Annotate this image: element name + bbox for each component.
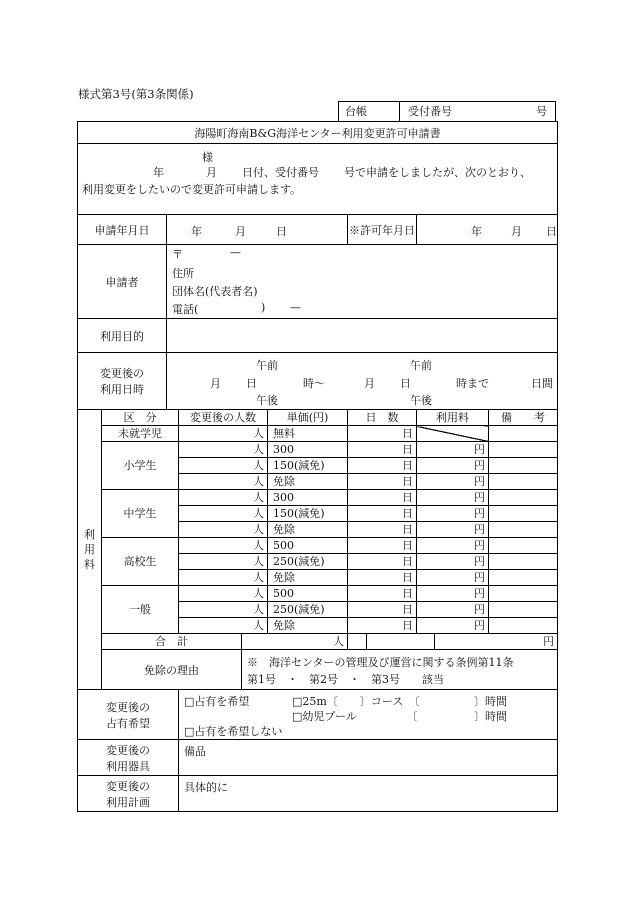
fee-cell[interactable]: 円 [417, 490, 489, 506]
category-high-school: 高校生 [102, 538, 179, 586]
remarks-cell[interactable] [489, 618, 558, 634]
datetime-label-2: 利用日時 [100, 383, 144, 396]
header-price: 単価(円) [268, 410, 348, 426]
phone-label: 電話( [172, 303, 199, 316]
people-cell[interactable]: 人 [179, 586, 268, 602]
phone-close: ) [261, 301, 266, 314]
header-fee: 利用料 [417, 410, 489, 426]
people-cell[interactable]: 人 [179, 474, 268, 490]
end-pm: 午後 [410, 394, 432, 407]
days-cell[interactable]: 日 [348, 522, 417, 538]
purpose-label: 利用目的 [78, 319, 167, 353]
people-cell[interactable]: 人 [179, 522, 268, 538]
category-elementary: 小学生 [102, 442, 179, 490]
ledger-label: 台帳 [339, 102, 400, 121]
postal-dash: — [230, 246, 241, 259]
total-people-cell[interactable]: 人 [242, 634, 348, 650]
app-month: 月 [235, 225, 246, 238]
remarks-cell[interactable] [489, 474, 558, 490]
organization-label: 団体名(代表者名) [172, 285, 258, 298]
applicant-label: 申請者 [78, 245, 167, 319]
price-cell: 免除 [268, 618, 348, 634]
people-cell[interactable]: 人 [179, 618, 268, 634]
total-days-cell [367, 634, 435, 650]
fee-side-char-2: 用 [84, 543, 95, 556]
days-cell[interactable]: 日 [348, 474, 417, 490]
category-general: 一般 [102, 586, 179, 634]
equipment-field[interactable] [179, 740, 558, 776]
remarks-cell[interactable] [489, 458, 558, 474]
fee-cell[interactable]: 円 [417, 602, 489, 618]
people-cell[interactable]: 人 [179, 458, 268, 474]
category-preschool: 未就学児 [102, 426, 179, 442]
header-people: 変更後の人数 [179, 410, 268, 426]
remarks-cell[interactable] [489, 570, 558, 586]
fee-side-char-1: 利 [84, 528, 95, 541]
remarks-cell[interactable] [489, 426, 558, 442]
app-year: 年 [191, 225, 202, 238]
intro-year: 年 [153, 166, 164, 179]
days-cell[interactable]: 日 [348, 618, 417, 634]
permit-day: 日 [546, 225, 557, 238]
price-cell: 500 [268, 586, 348, 602]
app-day: 日 [276, 225, 287, 238]
plan-field[interactable] [179, 776, 558, 812]
price-cell: 免除 [268, 570, 348, 586]
end-am: 午前 [410, 359, 432, 372]
price-cell: 150(減免) [268, 458, 348, 474]
addressee-suffix: 様 [202, 151, 213, 164]
fee-cell[interactable]: 円 [417, 522, 489, 538]
reception-number-field[interactable] [400, 102, 555, 121]
number-suffix: 号 [536, 105, 547, 118]
application-form [77, 121, 558, 812]
table-row [78, 490, 558, 506]
form-title: 海陽町海南B&G海洋センター利用変更許可申請書 [78, 122, 558, 144]
fee-cell[interactable]: 円 [417, 570, 489, 586]
days-cell[interactable]: 日 [348, 442, 417, 458]
days-cell[interactable]: 日 [348, 538, 417, 554]
phone-dash: — [290, 301, 301, 314]
occupancy-label [78, 690, 179, 740]
days-cell[interactable]: 日 [348, 554, 417, 570]
total-row [78, 634, 558, 650]
fee-cell-na [417, 426, 489, 442]
people-cell[interactable]: 人 [179, 442, 268, 458]
category-junior-high: 中学生 [102, 490, 179, 538]
price-cell: 150(減免) [268, 506, 348, 522]
people-cell[interactable]: 人 [179, 570, 268, 586]
permit-date-field[interactable] [417, 215, 558, 245]
permit-year: 年 [471, 225, 482, 238]
fee-cell[interactable]: 円 [417, 442, 489, 458]
table-row [78, 426, 558, 442]
fee-cell[interactable]: 円 [417, 538, 489, 554]
fee-side-char-3: 料 [84, 558, 95, 571]
table-row [78, 586, 558, 602]
table-row [78, 538, 558, 554]
remarks-cell[interactable] [489, 602, 558, 618]
exemption-line-2: 第1号 ・ 第2号 ・ 第3号 該当 [247, 673, 444, 686]
equipment-label [78, 740, 179, 776]
intro-month: 月 [206, 166, 217, 179]
days-cell[interactable]: 日 [348, 490, 417, 506]
occupancy-want-checkbox[interactable]: □占有を希望 [184, 695, 250, 708]
application-date-label: 申請年月日 [78, 215, 167, 245]
fee-cell[interactable]: 円 [417, 506, 489, 522]
days-cell[interactable]: 日 [348, 602, 417, 618]
postal-mark: 〒 [172, 248, 183, 261]
fee-cell[interactable]: 円 [417, 586, 489, 602]
plan-label-1: 変更後の [106, 779, 150, 793]
fee-cell[interactable]: 円 [417, 554, 489, 570]
people-cell[interactable]: 人 [179, 426, 268, 442]
permit-date-label: ※許可年月日 [348, 215, 417, 245]
header-days: 日 数 [348, 410, 417, 426]
people-cell[interactable]: 人 [179, 554, 268, 570]
fee-cell[interactable]: 円 [417, 458, 489, 474]
form-number: 様式第3号(第3条関係) [78, 87, 194, 101]
permit-month: 月 [511, 225, 522, 238]
exemption-field[interactable] [242, 650, 558, 690]
days-cell[interactable]: 日 [348, 506, 417, 522]
days-cell[interactable]: 日 [348, 458, 417, 474]
fee-side-label [78, 410, 102, 690]
equipment-text: 備品 [184, 745, 206, 758]
price-cell: 250(減免) [268, 602, 348, 618]
fee-cell[interactable]: 円 [417, 474, 489, 490]
total-fee-cell[interactable]: 円 [435, 634, 558, 650]
price-cell: 250(減免) [268, 554, 348, 570]
remarks-cell[interactable] [489, 442, 558, 458]
total-price-cell [348, 634, 367, 650]
remarks-cell[interactable] [489, 554, 558, 570]
equipment-label-2: 利用器具 [106, 759, 150, 773]
remarks-cell[interactable] [489, 586, 558, 602]
people-cell[interactable]: 人 [179, 506, 268, 522]
end-month: 月 [364, 377, 375, 390]
price-cell: 500 [268, 538, 348, 554]
occupancy-label-1: 変更後の [106, 700, 150, 714]
remarks-cell[interactable] [489, 522, 558, 538]
start-am: 午前 [256, 359, 278, 372]
people-cell[interactable]: 人 [179, 538, 268, 554]
exemption-line-1: ※ 海洋センターの管理及び運営に関する条例第11条 [247, 656, 514, 669]
price-cell: 免除 [268, 474, 348, 490]
days-cell[interactable]: 日 [348, 570, 417, 586]
day-count: 日間 [531, 377, 553, 390]
intro-day-receipt: 日付、受付番号 [242, 166, 319, 179]
intro-text [78, 144, 558, 215]
datetime-field[interactable] [167, 353, 558, 410]
remarks-cell[interactable] [489, 538, 558, 554]
price-cell: 免除 [268, 522, 348, 538]
start-hour: 時～ [303, 377, 325, 390]
plan-label-2: 利用計画 [106, 795, 150, 809]
pool-25m-hours: 〕時間 [474, 695, 507, 708]
occupancy-label-2: 占有希望 [106, 716, 150, 730]
price-cell: 無料 [268, 426, 348, 442]
header-category: 区 分 [102, 410, 179, 426]
price-cell: 300 [268, 490, 348, 506]
remarks-cell[interactable] [489, 506, 558, 522]
occupancy-no-want-checkbox[interactable]: □占有を希望しない [184, 725, 283, 738]
address-label: 住所 [172, 267, 194, 280]
start-day: 日 [246, 377, 257, 390]
start-pm: 午後 [256, 394, 278, 407]
equipment-label-1: 変更後の [106, 743, 150, 757]
applicant-field[interactable] [167, 245, 558, 319]
people-cell[interactable]: 人 [179, 490, 268, 506]
occupancy-field[interactable] [179, 690, 558, 740]
remarks-cell[interactable] [489, 490, 558, 506]
end-day: 日 [400, 377, 411, 390]
datetime-label-1: 変更後の [100, 367, 144, 380]
kids-pool-checkbox[interactable]: □幼児プール 〔 [292, 710, 418, 723]
header-remarks: 備 考 [489, 410, 558, 426]
plan-label [78, 776, 179, 812]
days-cell[interactable]: 日 [348, 426, 417, 442]
people-cell[interactable]: 人 [179, 602, 268, 618]
pool-25m-checkbox[interactable]: □25m〔 〕コース 〔 [292, 695, 420, 708]
fee-cell[interactable]: 円 [417, 618, 489, 634]
reception-number-label: 受付番号 [408, 105, 452, 118]
intro-number-text: 号で申請をしましたが、次のとおり、 [344, 166, 531, 179]
end-hour: 時まで [456, 377, 489, 390]
exemption-label: 免除の理由 [102, 650, 242, 690]
table-row [78, 442, 558, 458]
kids-pool-hours: 〕時間 [474, 710, 507, 723]
plan-text: 具体的に [184, 781, 228, 794]
days-cell[interactable]: 日 [348, 586, 417, 602]
start-month: 月 [210, 377, 221, 390]
total-label: 合 計 [102, 634, 242, 650]
application-date-field[interactable] [167, 215, 348, 245]
price-cell: 300 [268, 442, 348, 458]
reception-box [338, 101, 556, 121]
datetime-label [78, 353, 167, 410]
intro-line2: 利用変更をしたいので変更許可申請します。 [82, 183, 302, 196]
purpose-field[interactable] [167, 319, 558, 353]
